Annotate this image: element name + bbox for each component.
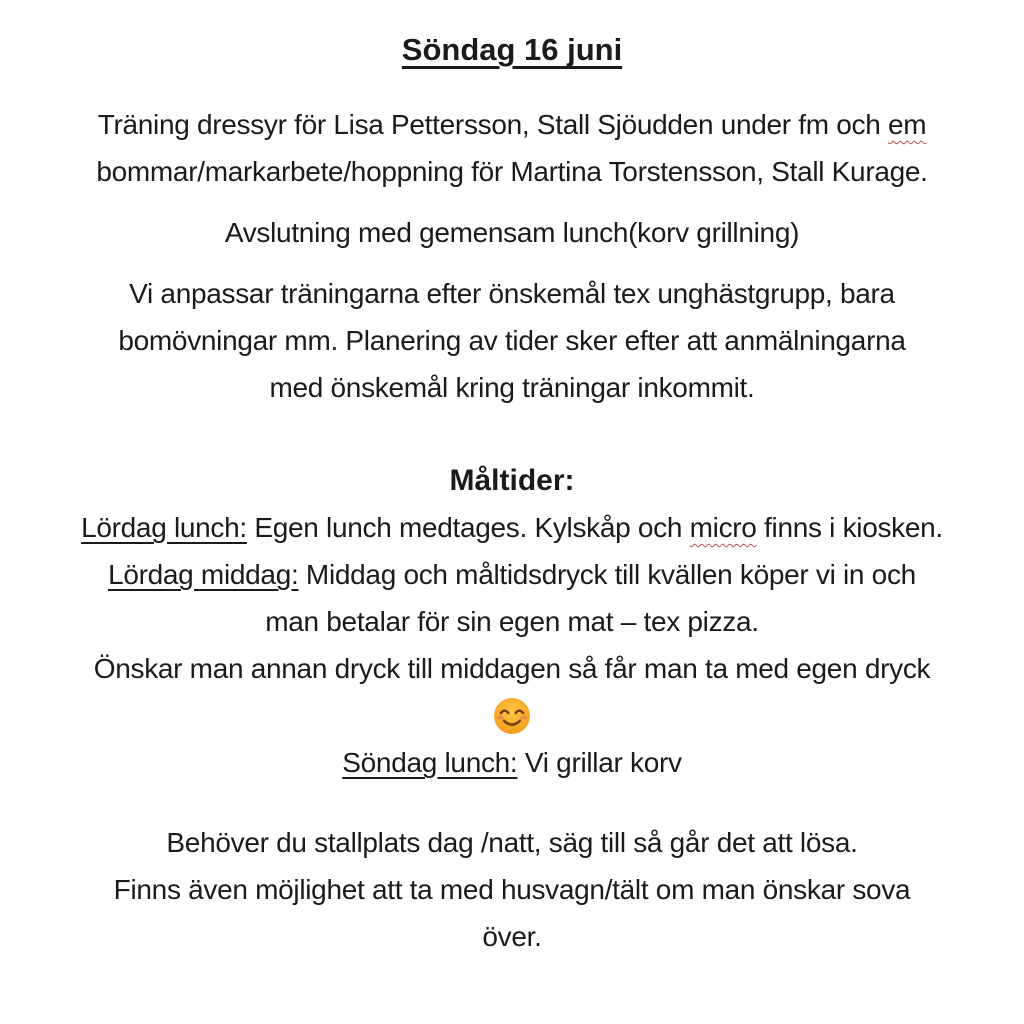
document-title (32, 26, 992, 73)
planning-line-1: Vi anpassar träningarna efter önskemål tex unghästgrupp, bara (129, 278, 895, 309)
spellcheck-word-micro: micro (689, 512, 757, 543)
emoji-line (32, 692, 992, 739)
meals-section (32, 504, 992, 786)
saturday-dinner-label: Lördag middag: (108, 559, 299, 590)
document-title-text: Söndag 16 juni (401, 32, 623, 67)
meals-heading: Måltider: (449, 464, 575, 497)
smiling-face-with-smiling-eyes-icon (493, 697, 531, 735)
sunday-lunch-text: Vi grillar korv (517, 747, 682, 778)
lunch-note-text: Avslutning med gemensam lunch(korv grillning) (224, 217, 800, 248)
saturday-dinner-text-1: Middag och måltidsdryck till kvällen köper vi in och (298, 559, 916, 590)
saturday-lunch-text-1: Egen lunch medtages. Kylskåp och (246, 512, 690, 543)
saturday-dinner-line-1 (32, 551, 992, 598)
intro-line-1-text: Träning dressyr för Lisa Pettersson, Stall Sjöudden under fm och (97, 109, 889, 140)
planning-paragraph (32, 270, 992, 411)
intro-line-1 (32, 101, 992, 148)
drink-note-text: Önskar man annan dryck till middagen så får man ta med egen dryck (93, 653, 931, 684)
sunday-lunch-line (32, 739, 992, 786)
stabling-paragraph (32, 819, 992, 960)
saturday-dinner-line-2: man betalar för sin egen mat – tex pizza. (265, 606, 759, 637)
sunday-lunch-label: Söndag lunch: (342, 747, 518, 778)
intro-line-2: bommar/markarbete/hoppning för Martina Torstensson, Stall Kurage. (96, 156, 928, 187)
spellcheck-word-em: em (888, 109, 927, 140)
planning-line-3: med önskemål kring träningar inkommit. (269, 372, 755, 403)
sunday-lunch-item (32, 739, 992, 786)
stabling-line-2: Finns även möjlighet att ta med husvagn/tält om man önskar sova (113, 874, 911, 905)
saturday-lunch-item (32, 504, 992, 551)
saturday-lunch-label: Lördag lunch: (81, 512, 247, 543)
planning-line-2: bomövningar mm. Planering av tider sker efter att anmälningarna (118, 325, 906, 356)
stabling-line-1: Behöver du stallplats dag /natt, säg till så går det att lösa. (166, 827, 858, 858)
stabling-line-3: över. (482, 921, 542, 952)
saturday-lunch-text-2: finns i kiosken. (756, 512, 943, 543)
lunch-note-paragraph (32, 209, 992, 256)
saturday-dinner-item (32, 551, 992, 645)
document-page (32, 0, 992, 960)
drink-note-item (32, 645, 992, 692)
saturday-lunch-line (32, 504, 992, 551)
intro-paragraph (32, 101, 992, 195)
